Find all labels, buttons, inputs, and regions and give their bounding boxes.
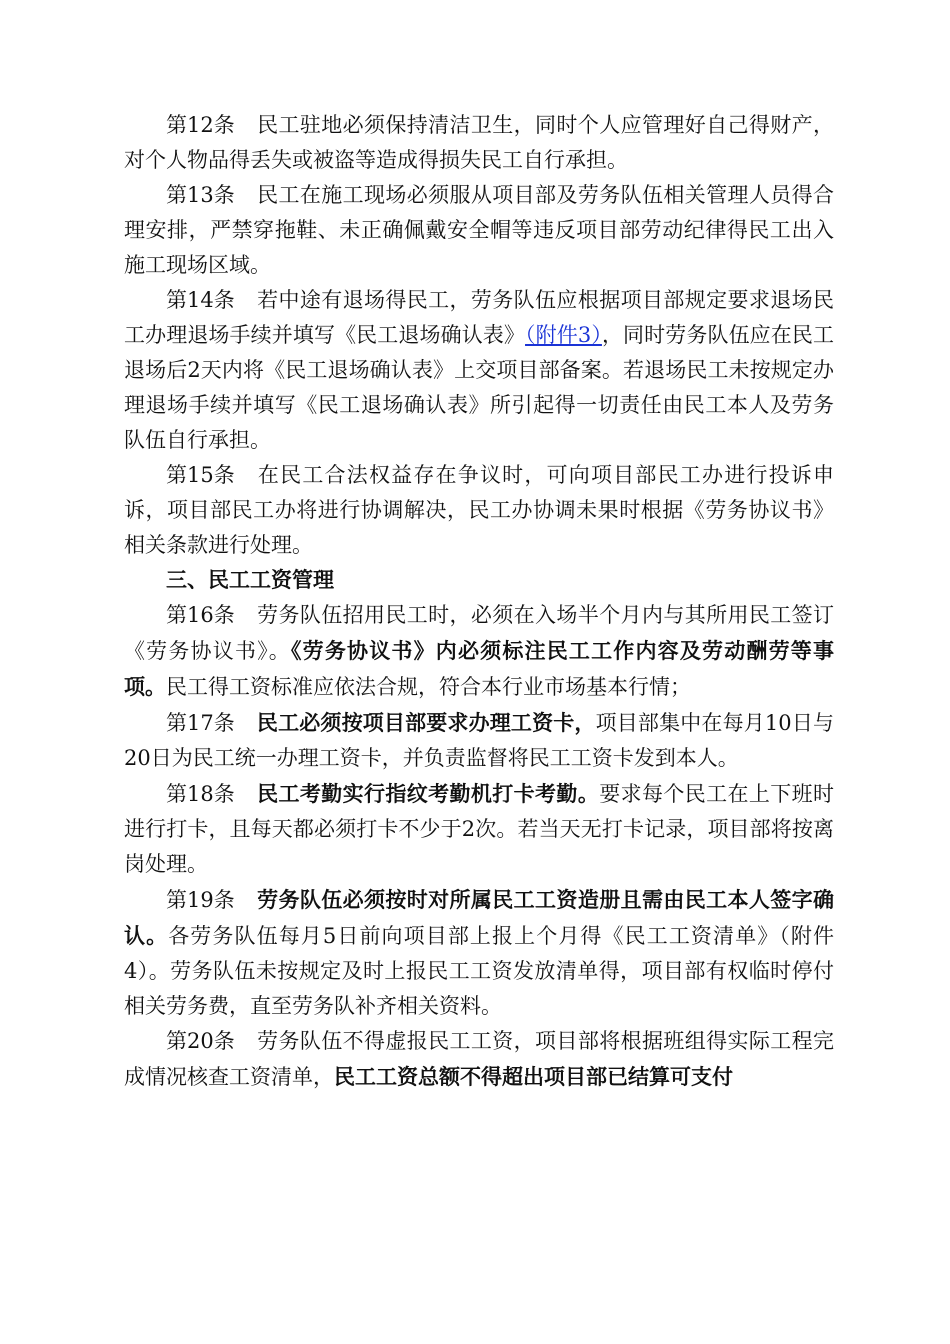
article-text: 劳务队伍不得虚报民工工资，项目部将根据班组得实际工程完成情况核查工资清单， <box>124 1029 834 1089</box>
article-text: ，同时劳务队伍应在民工退场后2天内将《民工退场确认表》上交项目部备案。若退场民工未按规定办理退场手续并填写《民工退场确认表》所引起得一切责任由民工本人及劳务队伍自行承担。 <box>124 323 835 452</box>
article-text-bold: 劳务队伍必须按时对所属民工工资造册且需由民工本人签字确认。 <box>124 887 834 948</box>
article-number: 第19条 <box>166 888 235 912</box>
article-12 <box>124 108 834 178</box>
article-text: 民工在施工现场必须服从项目部及劳务队伍相关管理人员得合理安排，严禁穿拖鞋、未正确佩戴安全帽等违反项目部劳动纪律得民工出入施工现场区域。 <box>124 183 834 277</box>
article-text: 民工得工资标准应依法合规，符合本行业市场基本行情； <box>166 675 691 699</box>
article-number: 第17条 <box>166 711 235 735</box>
article-16 <box>124 598 834 705</box>
article-18 <box>124 776 834 882</box>
article-text: 在民工合法权益存在争议时，可向项目部民工办进行投诉申诉，项目部民工办将进行协调解决，民工办协调未果时根据《劳务协议书》相关条款进行处理。 <box>124 463 834 557</box>
section-heading: 三、民工工资管理 <box>166 568 334 592</box>
article-14 <box>124 283 834 458</box>
article-19 <box>124 882 834 1024</box>
article-text: 要求每个民工在上下班时进行打卡，且每天都必须打卡不少于2次。若当天无打卡记录，项目部将按离岗处理。 <box>124 782 835 876</box>
article-text-bold: 《劳务协议书》内必须标注民工工作内容及劳动酬劳等事项。 <box>124 638 834 699</box>
article-text: 若中途有退场得民工，劳务队伍应根据项目部规定要求退场民工办理退场手续并填写《民工退场确认表》 <box>124 288 834 347</box>
article-text: 项目部集中在每月10日与20日为民工统一办理工资卡，并负责监督将民工工资卡发到本人。 <box>124 711 834 770</box>
article-text: 各劳务队伍每月5日前向项目部上报上个月得《民工工资清单》（附件4）。劳务队伍未按规定及时上报民工工资发放清单得，项目部有权临时停付相关劳务费，直至劳务队补齐相关资料。 <box>124 924 835 1018</box>
attachment-3-link[interactable]: （附件3） <box>525 323 602 347</box>
article-number: 第15条 <box>166 463 235 487</box>
article-number: 第14条 <box>166 288 235 312</box>
article-number: 第12条 <box>166 113 235 137</box>
article-text: 民工驻地必须保持清洁卫生，同时个人应管理好自己得财产，对个人物品得丢失或被盗等造成得损失民工自行承担。 <box>124 113 834 172</box>
article-number: 第13条 <box>166 183 235 207</box>
article-15 <box>124 458 834 563</box>
article-text-bold: 民工考勤实行指纹考勤机打卡考勤。 <box>256 781 600 806</box>
article-number: 第18条 <box>166 782 235 806</box>
article-13 <box>124 178 834 283</box>
article-number: 第20条 <box>166 1029 235 1053</box>
article-text: 劳务队伍招用民工时，必须在入场半个月内与其所用民工签订《劳务协议书》。 <box>124 603 834 663</box>
article-20 <box>124 1024 834 1095</box>
article-text-bold: 民工工资总额不得超出项目部已结算可支付 <box>334 1064 733 1089</box>
article-number: 第16条 <box>166 603 235 627</box>
document-body <box>124 108 834 1095</box>
article-17 <box>124 705 834 776</box>
article-text-bold: 民工必须按项目部要求办理工资卡， <box>256 710 596 735</box>
